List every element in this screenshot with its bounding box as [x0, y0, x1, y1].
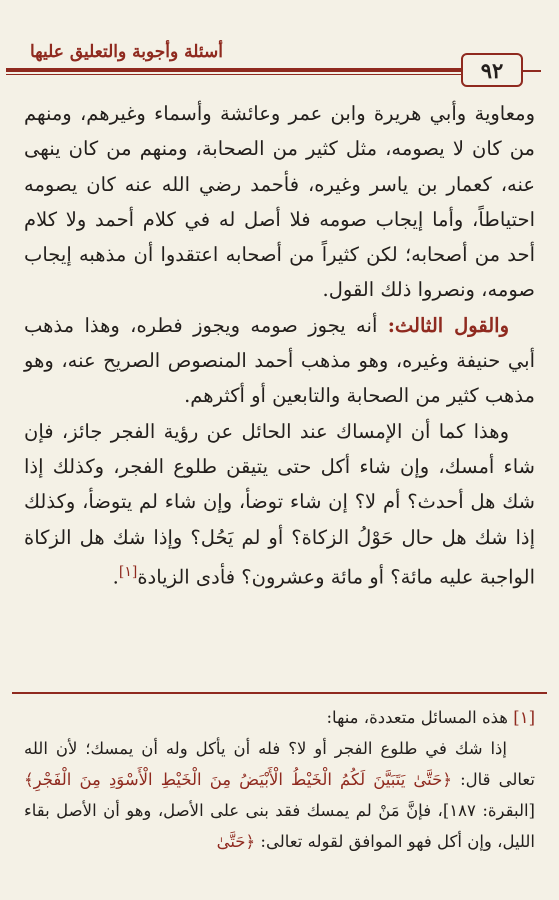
paragraph-2-lead: والقول الثالث:: [387, 313, 509, 337]
footnote-separator: [12, 692, 547, 694]
main-text: [24, 96, 535, 595]
page-number: ٩٢: [480, 57, 504, 83]
header-rule-thin: [6, 74, 469, 75]
footnote-reference[interactable]: [١]: [118, 563, 138, 580]
quran-verse-2: ﴿حَتَّىٰ: [216, 832, 256, 851]
paragraph-2-text: أنه يجوز صومه ويجوز فطره، وهذا مذهب أبي حنيفة وغيره، وهو مذهب أحمد المنصوص الصريح عنه، وهو مذهب كثير من الصحابة والتابعين أو أكثرهم.: [24, 313, 535, 408]
quran-verse-1: ﴿حَتَّىٰ يَتَبَيَّنَ لَكُمُ الْخَيْطُ الْأَبْيَضُ مِنَ الْخَيْطِ الْأَسْوَدِ مِنَ الْفَجْرِ﴾: [24, 770, 452, 789]
paragraph-3-text: وهذا كما أن الإمساك عند الحائل عن رؤية الفجر جائز، فإن شاء أمسك، وإن شاء أكل حتى يتيقن طلوع الفجر، وكذلك إذا شك هل أحدث؟ أم لا؟ إن شاء توضأ، وإن شاء لم يتوضأ، وكذلك إذا شك هل حال حَوْلُ الزكاة؟ أو لم يَحُل؟ وإذا شك هل الزكاة الواجبة عليه مائة؟ أو مائة وعشرون؟ فأدى الزيادة: [24, 419, 535, 589]
paragraph-3: [24, 414, 535, 595]
paragraph-2: [24, 308, 535, 414]
page-number-box: [461, 53, 523, 87]
paragraph-1: ومعاوية وأبي هريرة وابن عمر وعائشة وأسماء وغيرهم، ومنهم من كان لا يصومه، مثل كثير من الصحابة، ومنهم من كان ينهى عنه، كعمار بن ياسر وغيره، فأحمد رضي الله عنه كان يصومه احتياطاً، وأما إيجاب صومه فلا أصل له في كلام أحمد ولا كلام أحد من أصحابه؛ لكن كثيراً من أصحابه اعتقدوا أن مذهبه إيجاب صومه، ونصروا ذلك القول.: [24, 102, 535, 302]
footnote-1-text-b: [البقرة: ١٨٧]، فإنَّ مَنْ لم يمسك فقد بنى على الأصل، وهو أن الأصل بقاء الليل، وإن أكل فهو الموافق لقوله تعالى:: [24, 801, 535, 851]
footnote-1-body: [24, 733, 535, 857]
footnote-1-intro: هذه المسائل متعددة، منها:: [326, 708, 514, 727]
paragraph-3-end: .: [112, 565, 119, 589]
footnote-number: [١]: [513, 708, 535, 727]
footnote-1-heading: [24, 702, 535, 733]
header-rule: [6, 68, 469, 72]
footnote-1-text-a: إذا شك في طلوع الفجر أو لا؟ فله أن يأكل وله أن يمسك؛ لأن الله تعالى قال:: [24, 739, 535, 789]
footnotes: [24, 702, 535, 857]
running-title: أسئلة وأجوبة والتعليق عليها: [30, 42, 223, 62]
